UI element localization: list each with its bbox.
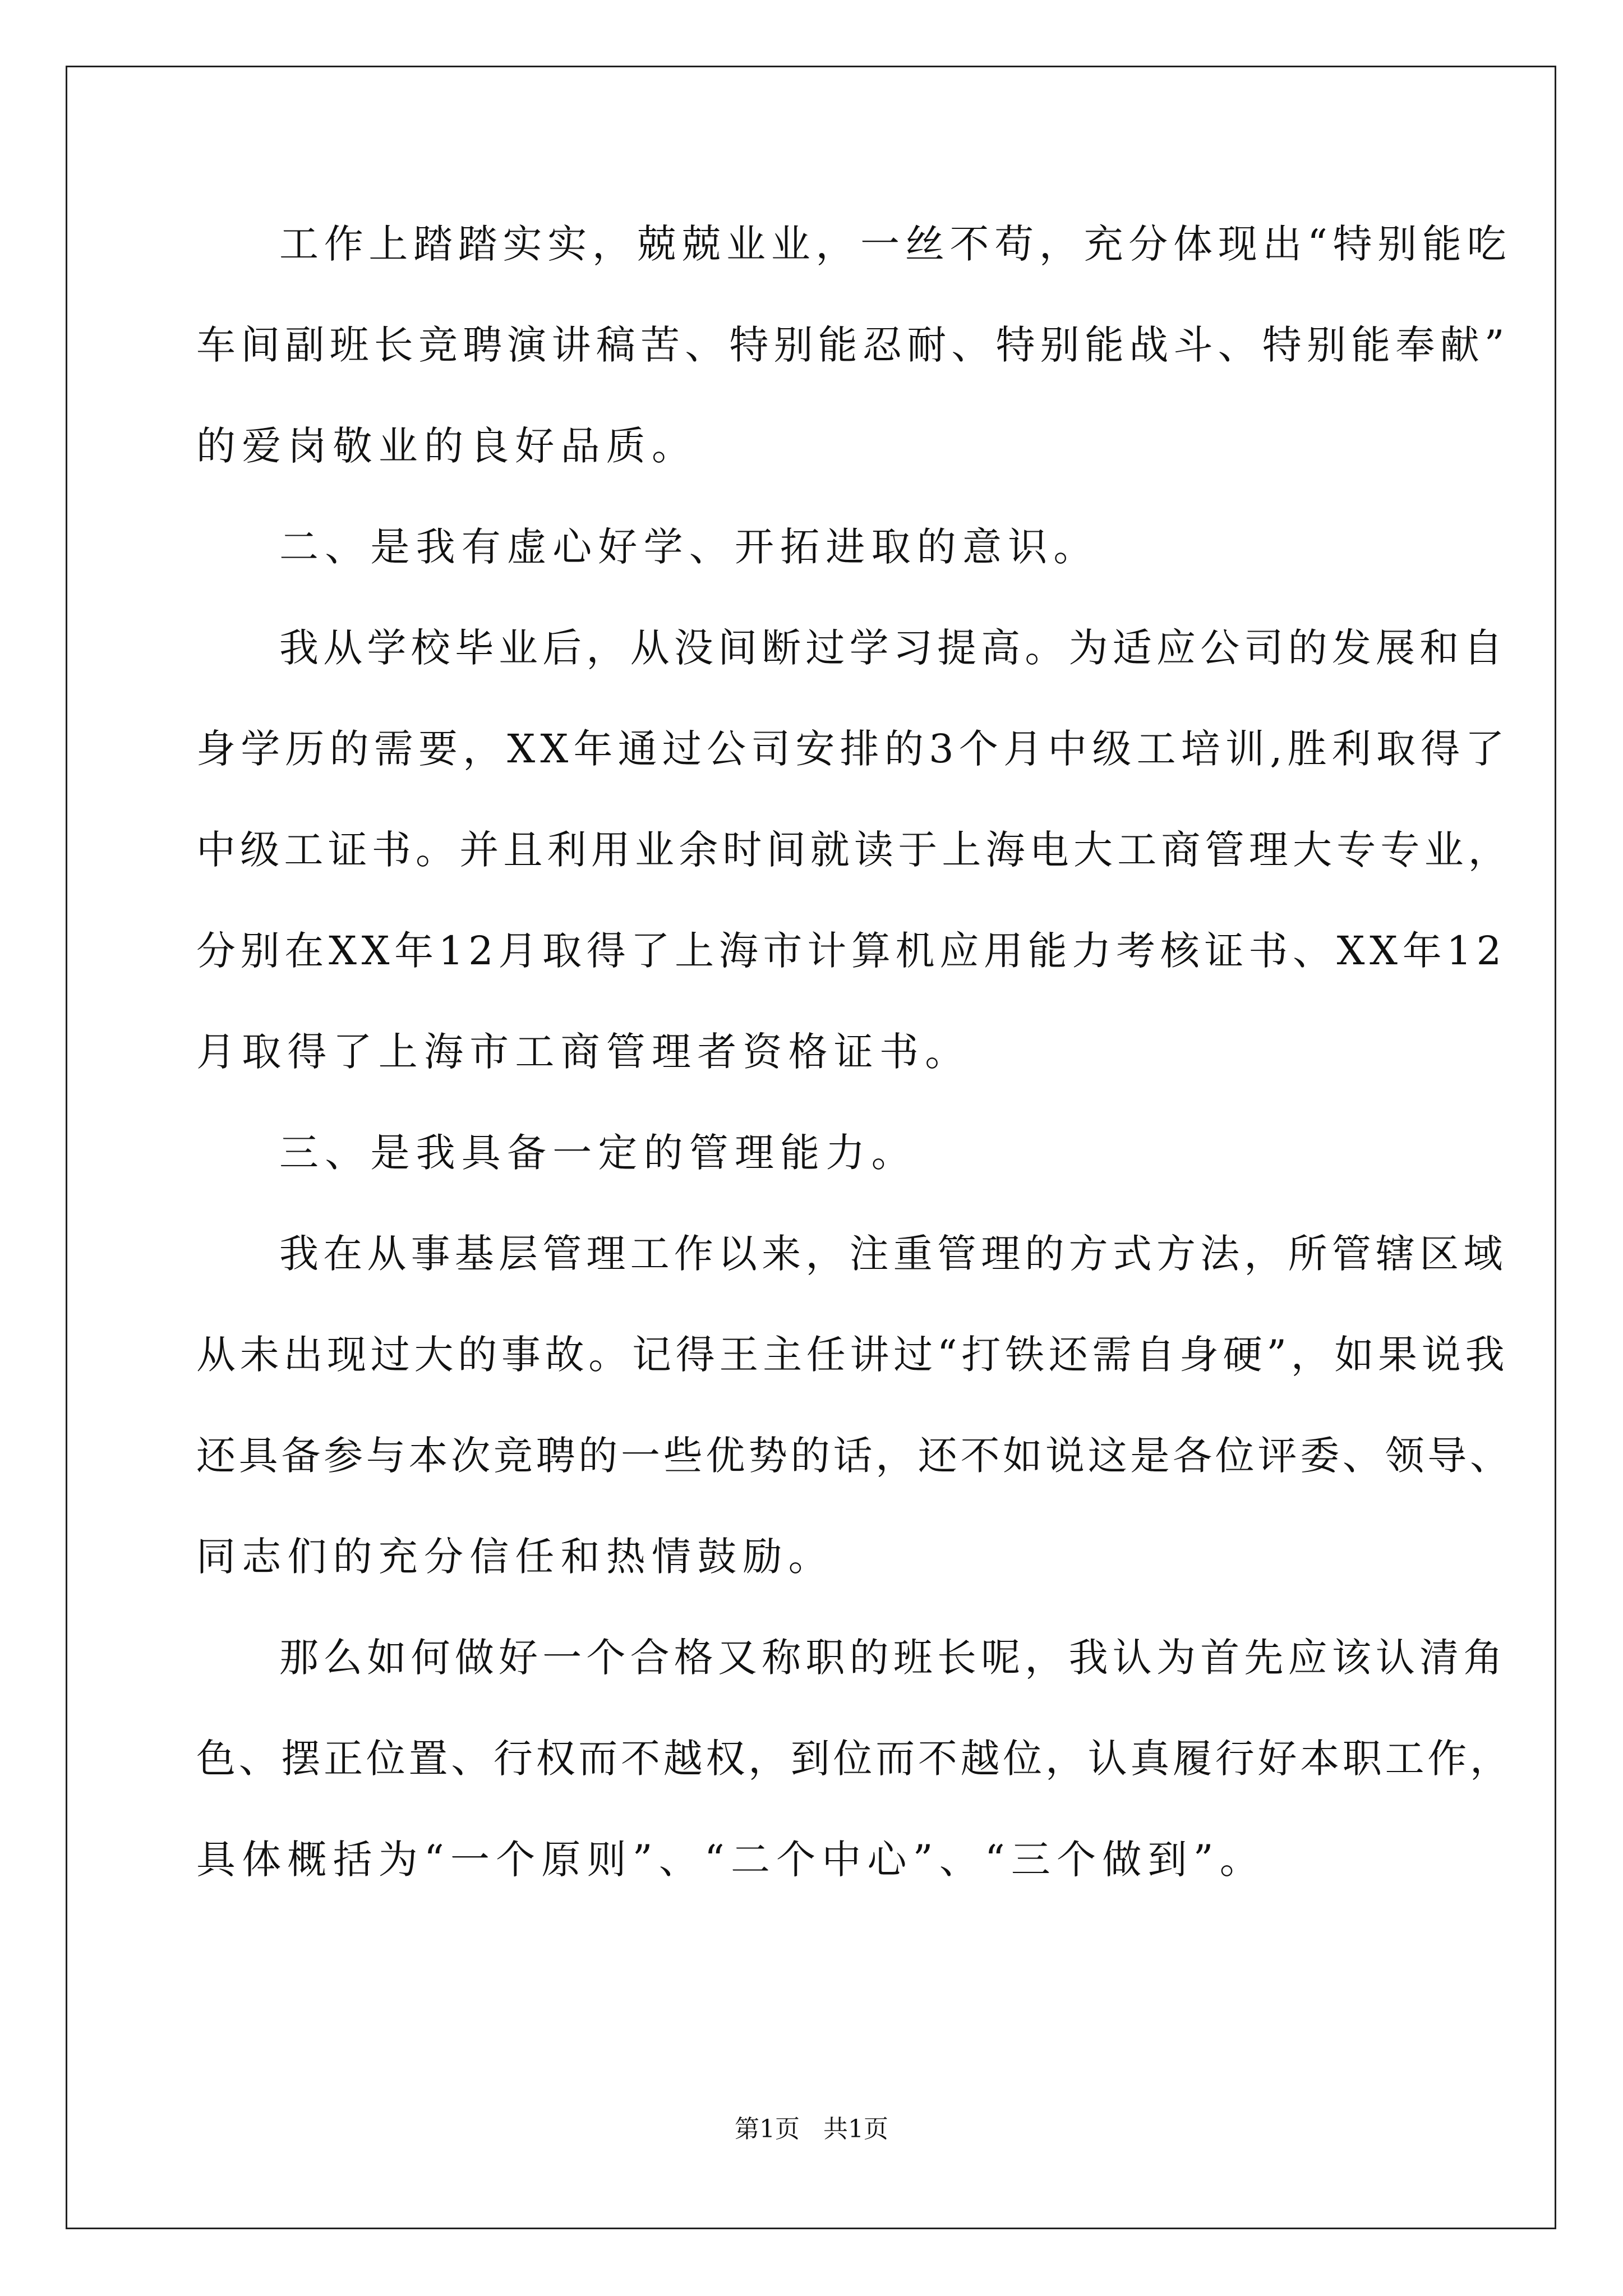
text-line: 分别在XX年12月取得了上海市计算机应用能力考核证书、XX年12 <box>196 928 1506 974</box>
text-line: 中级工证书。并且利用业余时间就读于上海电大工商管理大专专业， <box>196 827 1512 873</box>
section-heading-2: 二、是我有虚心好学、开拓进取的意识。 <box>279 524 1099 570</box>
text-line: 还具备参与本次竞聘的一些优势的话，还不如说这是各位评委、领导、 <box>196 1433 1513 1479</box>
text-line: 车间副班长竞聘演讲稿苦、特别能忍耐、特别能战斗、特别能奉献” <box>196 322 1510 368</box>
text-line: 的爱岗敬业的良好品质。 <box>196 423 698 469</box>
text-line: 身学历的需要，XX年通过公司安排的3个月中级工培训,胜利取得了 <box>196 726 1510 772</box>
text-line: 那么如何做好一个合格又称职的班长呢，我认为首先应该认清角 <box>279 1635 1507 1681</box>
text-line: 同志们的充分信任和热情鼓励。 <box>196 1534 834 1580</box>
text-line: 月取得了上海市工商管理者资格证书。 <box>196 1029 971 1075</box>
page-footer: 第1页 共1页 <box>735 2115 888 2143</box>
text-line: 色、摆正位置、行权而不越权，到位而不越位，认真履行好本职工作， <box>196 1736 1513 1782</box>
text-line: 我在从事基层管理工作以来，注重管理的方式方法，所管辖区域 <box>279 1231 1507 1277</box>
section-heading-3: 三、是我具备一定的管理能力。 <box>279 1130 917 1176</box>
text-line: 具体概括为“一个原则”、“二个中心”、“三个做到”。 <box>196 1837 1265 1883</box>
text-line: 从未出现过大的事故。记得王主任讲过“打铁还需自身硬”，如果说我 <box>196 1332 1509 1378</box>
text-line: 工作上踏踏实实，兢兢业业，一丝不苟，充分体现出“特别能吃 <box>279 221 1512 267</box>
text-line: 我从学校毕业后，从没间断过学习提高。为适应公司的发展和自 <box>279 625 1507 671</box>
